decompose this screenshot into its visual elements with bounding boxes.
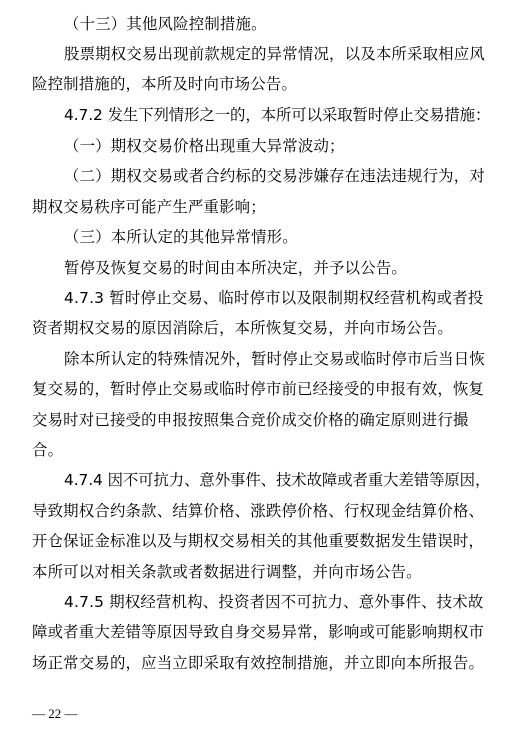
text-line-15: 合。 bbox=[32, 441, 64, 459]
text-line-1: （十三）其他风险控制措施。 bbox=[64, 15, 267, 33]
text-line-12: 除本所认定的特殊情况外，暂时停止交易或临时停市后当日恢 bbox=[64, 350, 485, 368]
text-line-22: 场正常交易的，应当立即采取有效控制措施，并立即向本所报告。 bbox=[32, 654, 485, 672]
text-line-6: （二）期权交易或者合约标的交易涉嫌存在违法违规行为，对 bbox=[64, 167, 485, 185]
text-line-18: 开仓保证金标准以及与期权交易相关的其他重要数据发生错误时， bbox=[32, 532, 485, 550]
text-line-8: （三）本所认定的其他异常情形。 bbox=[64, 228, 298, 246]
text-line-14: 交易时对已接受的申报按照集合竞价成交价格的确定原则进行撮 bbox=[32, 411, 469, 429]
text-line-4: 4.7.2 发生下列情形之一的，本所可以采取暂时停止交易措施： bbox=[64, 106, 491, 124]
text-line-21: 障或者重大差错等原因导致自身交易异常，影响或可能影响期权市 bbox=[32, 623, 485, 641]
page-number: — 22 — bbox=[32, 706, 78, 721]
text-line-20: 4.7.5 期权经营机构、投资者因不可抗力、意外事件、技术故 bbox=[64, 593, 484, 611]
text-line-11: 资者期权交易的原因消除后，本所恢复交易，并向市场公告。 bbox=[32, 319, 453, 337]
text-line-3: 险控制措施的，本所及时向市场公告。 bbox=[32, 75, 298, 93]
text-line-5: （一）期权交易价格出现重大异常波动； bbox=[64, 137, 345, 155]
text-line-19: 本所可以对相关条款或者数据进行调整，并向市场公告。 bbox=[32, 563, 422, 581]
text-line-10: 4.7.3 暂时停止交易、临时停市以及限制期权经营机构或者投 bbox=[64, 289, 484, 307]
text-line-16: 4.7.4 因不可抗力、意外事件、技术故障或者重大差错等原因， bbox=[64, 471, 491, 489]
text-line-2: 股票期权交易出现前款规定的异常情况，以及本所采取相应风 bbox=[64, 45, 485, 63]
text-line-9: 暂停及恢复交易的时间由本所决定，并予以公告。 bbox=[64, 259, 407, 277]
text-line-13: 复交易的，暂时停止交易或临时停市前已经接受的申报有效，恢复 bbox=[32, 380, 485, 398]
text-line-7: 期权交易秩序可能产生严重影响； bbox=[32, 198, 266, 216]
text-line-17: 导致期权合约条款、结算价格、涨跌停价格、行权现金结算价格、 bbox=[32, 502, 485, 520]
